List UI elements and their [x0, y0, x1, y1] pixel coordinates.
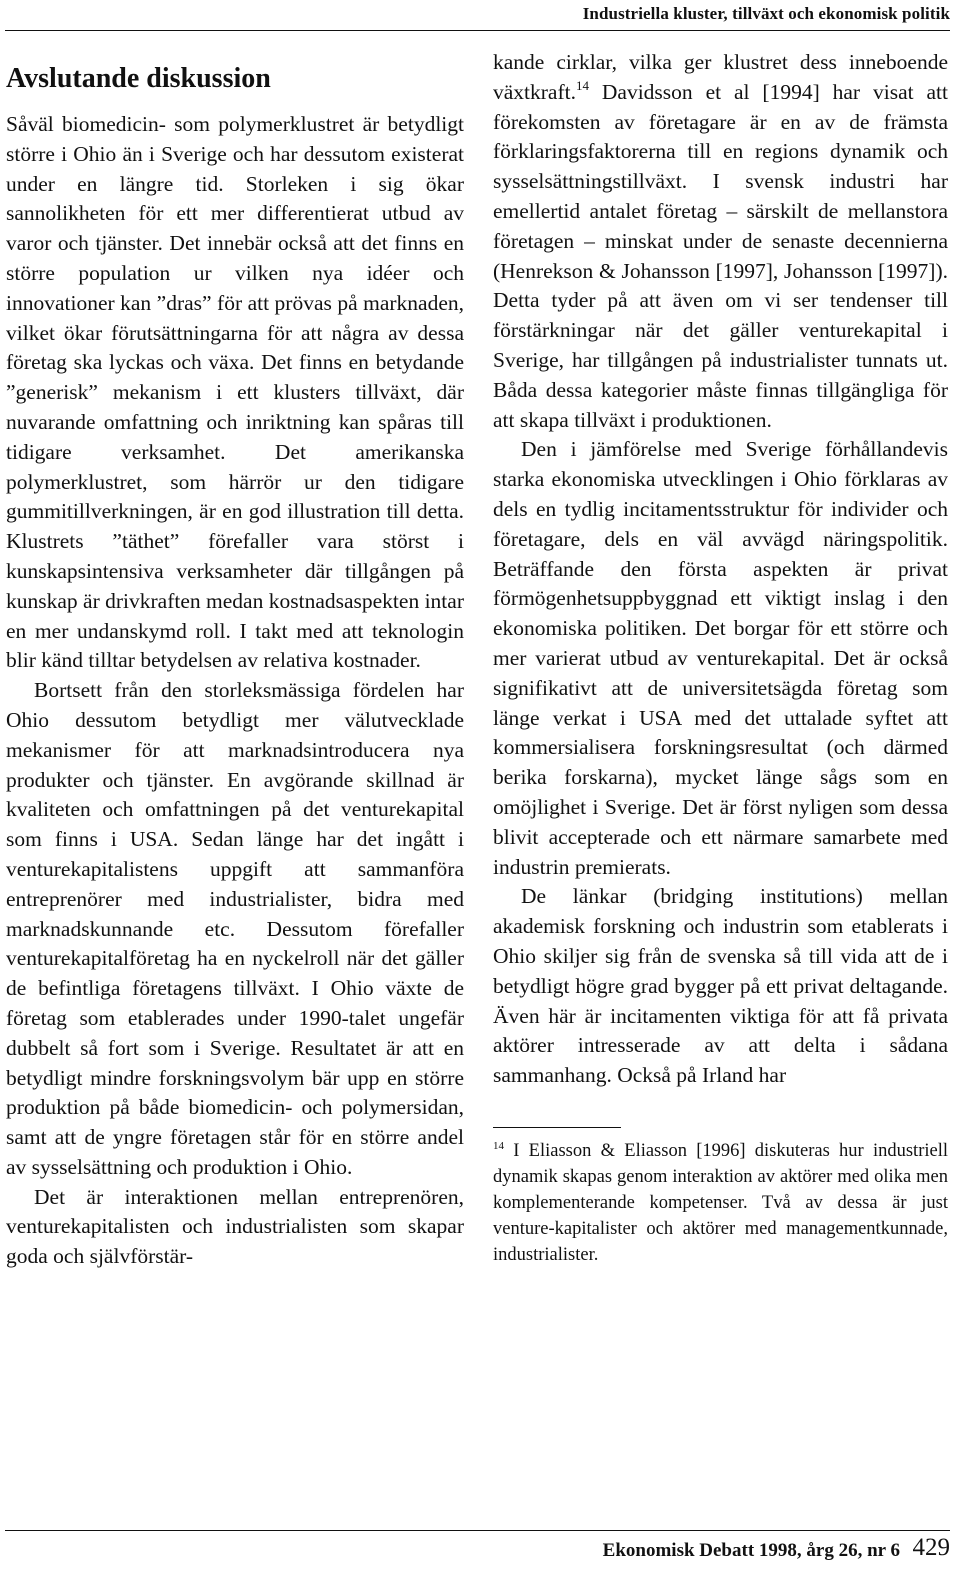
journal-citation: Ekonomisk Debatt 1998, årg 26, nr 6	[602, 1540, 900, 1561]
section-heading: Avslutande diskussion	[6, 63, 271, 94]
page-number: 429	[912, 1534, 950, 1561]
right-paragraph-3: De länkar (bridging institutions) mellan akademisk forskning och industrin som etablerats i Ohio skiljer sig från de svenska så till vida att de i betydligt högre grad bygger på ett privat deltagande. Även här är incitamenten viktiga för att få privata aktörer intresserade av att delta i sådana sammanhang. Också på Irland har	[493, 884, 948, 1088]
footnote	[493, 1138, 948, 1268]
footnote-reference[interactable]: 14	[575, 77, 589, 93]
footnote-rule	[493, 1127, 621, 1128]
footnote-text: I Eliasson & Eliasson [1996] diskuteras hur industriell dynamik skapas genom interaktion av aktörer med olika men komplementerande kompetenser. Två av dessa är just venture-kapitalister och aktörer med managementkunnade, industrialister.	[493, 1140, 948, 1265]
right-paragraph-1-start: kande cirklar, vilka ger klustret dess inneboende växtkraft.	[493, 50, 948, 104]
left-paragraph-1: Såväl biomedicin- som polymerklustret är betydligt större i Ohio än i Sverige och har dessutom existerat under en längre tid. Storleken i sig ökar sannolikheten för ett mer differentierat utbud av varor och tjänster. Det innebär också att det finns en större population ur vilken nya idéer och innovationer kan ”dras” för att prövas på marknaden, vilket ökar förutsättningarna för att några av dessa företag ska lyckas och växa. Det finns en betydande ”generisk” mekanism i ett klusters tillväxt, där nuvarande omfattning och inriktning kan spåras till tidigare verksamhet. Det amerikanska polymerklustret, som härrör ur den tidigare gummitillverkningen, är en god illustration till detta. Klustrets ”täthet” förefaller vara störst i kunskapsintensiva verksamheter där tillgången på kunskap är drivkraften medan kostnadsaspekten intar en mer undanskymd roll. I takt med att teknologin blir känd tilltar betydelsen av relativa kostnader.	[6, 112, 464, 673]
left-paragraph-2: Bortsett från den storleksmässiga fördelen har Ohio dessutom betydligt mer välutvecklade mekanismer för att marknadsintroducera nya produkter och tjänster. En avgörande skillnad är kvaliteten och omfattningen på det venturekapital som finns i USA. Sedan länge har det ingått i venturekapitalistens uppgift att sammanföra entreprenörer med industrialister, bidra med marknadskunnande etc. Dessutom förefaller venturekapitalföretag ha en nyckelroll när det gäller de befintliga företagens tillväxt. I Ohio växte de företag som etablerades under 1990-talet ungefär dubbelt så fort som i Sverige. Resultatet är att en betydligt mindre forskningsvolym bär upp en större produktion på både biomedicin- och polymersidan, samt att de yngre företagen står för en större andel av sysselsättning och produktion i Ohio.	[6, 678, 464, 1179]
running-head: Industriella kluster, tillväxt och ekonomisk politik	[582, 4, 950, 23]
header-rule	[5, 30, 950, 31]
right-column	[493, 48, 948, 1268]
right-paragraph-2: Den i jämförelse med Sverige förhållandevis starka ekonomiska utvecklingen i Ohio förklaras av dels en tydlig incitamentsstruktur för individer och företagare, dels en väl avvägd näringspolitik. Beträffande den första aspekten är privat förmögenhetsuppbyggnad ett viktigt inslag i den ekonomiska politiken. Det borgar för ett större och mer varierat utbud av venturekapital. Det är också signifikativt att de universitetsägda företag som länge verkat i USA med det uttalade syftet att kommersialisera forskningsresultat (och därmed berika forskarna), mycket länge sågs som en omöjlighet i Sverige. Det är först nyligen som dessa blivit accepterade och ett närmare samarbete med industrin premierats.	[493, 437, 948, 879]
footnote-number: 14	[493, 1139, 504, 1152]
left-column	[6, 48, 464, 1272]
right-paragraph-1	[493, 48, 948, 435]
left-paragraph-3: Det är interaktionen mellan entreprenören, venturekapitalisten och industrialisten som skapar goda och självförstär-	[6, 1184, 464, 1269]
right-paragraph-1-rest: Davidsson et al [1994] har visat att förekomsten av företagare är en av de främsta förklaringsfaktorerna till en regions dynamik och sysselsättningstillväxt. I svensk industri har emellertid antalet företag – särskilt de mellanstora företagen – minskat under de senaste decennierna (Henrekson & Johansson [1997], Johansson [1997]). Detta tyder på att även om vi ser tendenser till förstärkningar när det gäller venturekapital i Sverige, har tillgången på industrialister tunnats ut. Båda dessa kategorier måste finnas tillgängliga för att skapa tillväxt i produktionen.	[493, 79, 948, 432]
footer-rule	[5, 1530, 950, 1531]
